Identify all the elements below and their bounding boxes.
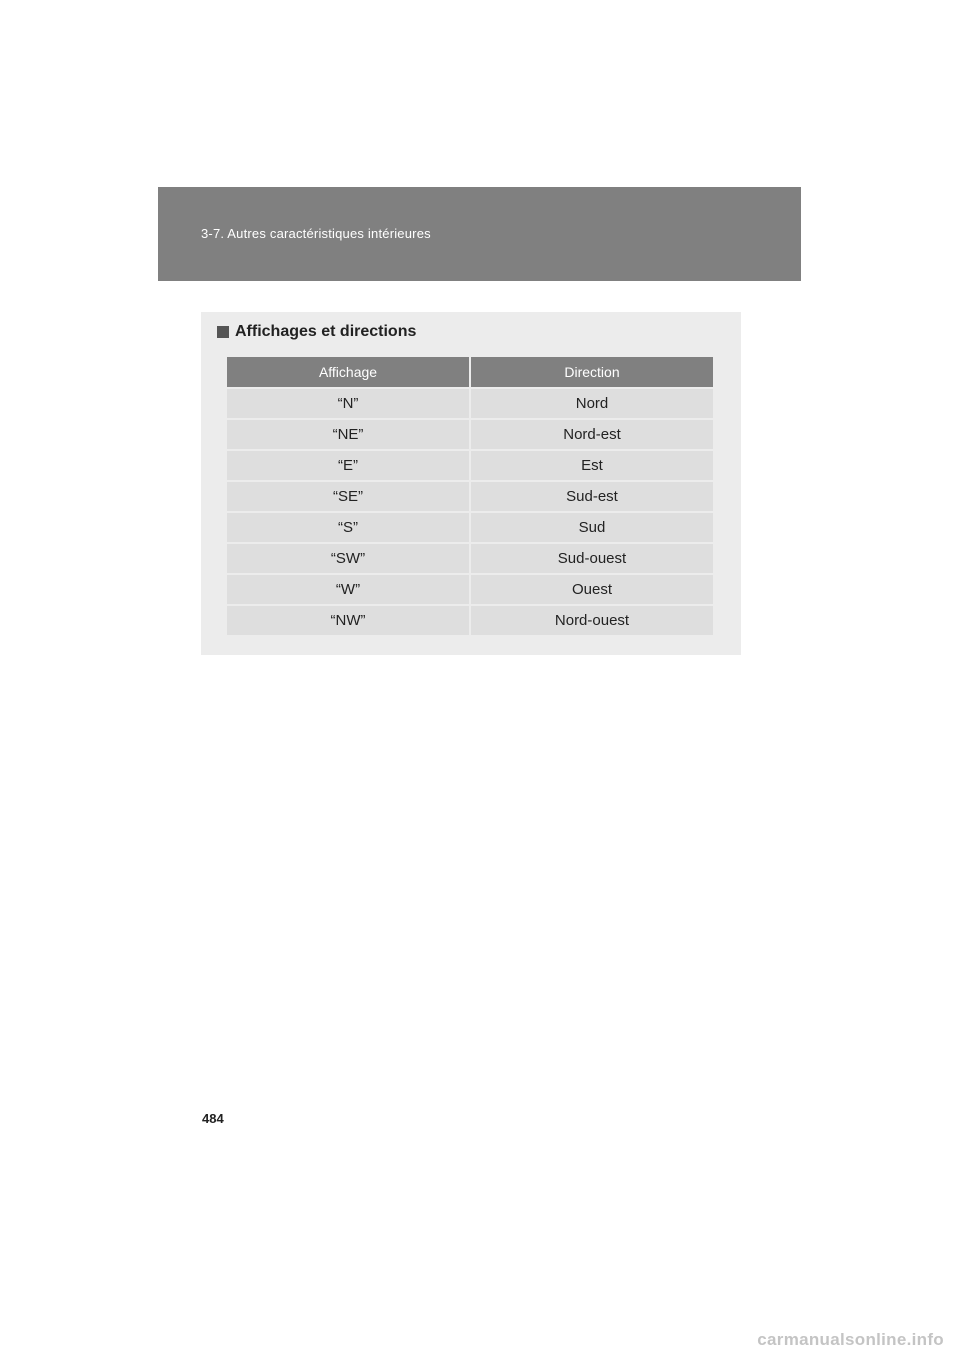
page-number: 484 bbox=[202, 1111, 224, 1126]
watermark: carmanualsonline.info bbox=[757, 1330, 944, 1349]
direction-cell: Nord bbox=[470, 388, 713, 419]
column-header-direction: Direction bbox=[470, 357, 713, 388]
table-header-row bbox=[227, 357, 713, 388]
section-heading-text: Affichages et directions bbox=[235, 323, 417, 340]
table-row bbox=[227, 388, 713, 419]
info-box bbox=[201, 312, 741, 655]
display-cell: “SW” bbox=[227, 543, 470, 574]
section-title: 3-7. Autres caractéristiques intérieures bbox=[201, 226, 431, 241]
square-bullet-icon bbox=[217, 326, 229, 338]
table-row bbox=[227, 481, 713, 512]
direction-cell: Nord-est bbox=[470, 419, 713, 450]
display-cell: “E” bbox=[227, 450, 470, 481]
table-row bbox=[227, 543, 713, 574]
display-cell: “NE” bbox=[227, 419, 470, 450]
display-cell: “N” bbox=[227, 388, 470, 419]
table-row bbox=[227, 574, 713, 605]
direction-cell: Sud-est bbox=[470, 481, 713, 512]
table-row bbox=[227, 512, 713, 543]
display-cell: “W” bbox=[227, 574, 470, 605]
direction-cell: Sud-ouest bbox=[470, 543, 713, 574]
direction-cell: Sud bbox=[470, 512, 713, 543]
column-header-affichage: Affichage bbox=[227, 357, 470, 388]
table-row bbox=[227, 450, 713, 481]
section-heading bbox=[217, 323, 416, 341]
table-row bbox=[227, 419, 713, 450]
display-cell: “SE” bbox=[227, 481, 470, 512]
directions-table bbox=[227, 357, 713, 635]
direction-cell: Est bbox=[470, 450, 713, 481]
table-row bbox=[227, 605, 713, 635]
header-band bbox=[158, 187, 801, 281]
direction-cell: Nord-ouest bbox=[470, 605, 713, 635]
display-cell: “NW” bbox=[227, 605, 470, 635]
display-cell: “S” bbox=[227, 512, 470, 543]
direction-cell: Ouest bbox=[470, 574, 713, 605]
